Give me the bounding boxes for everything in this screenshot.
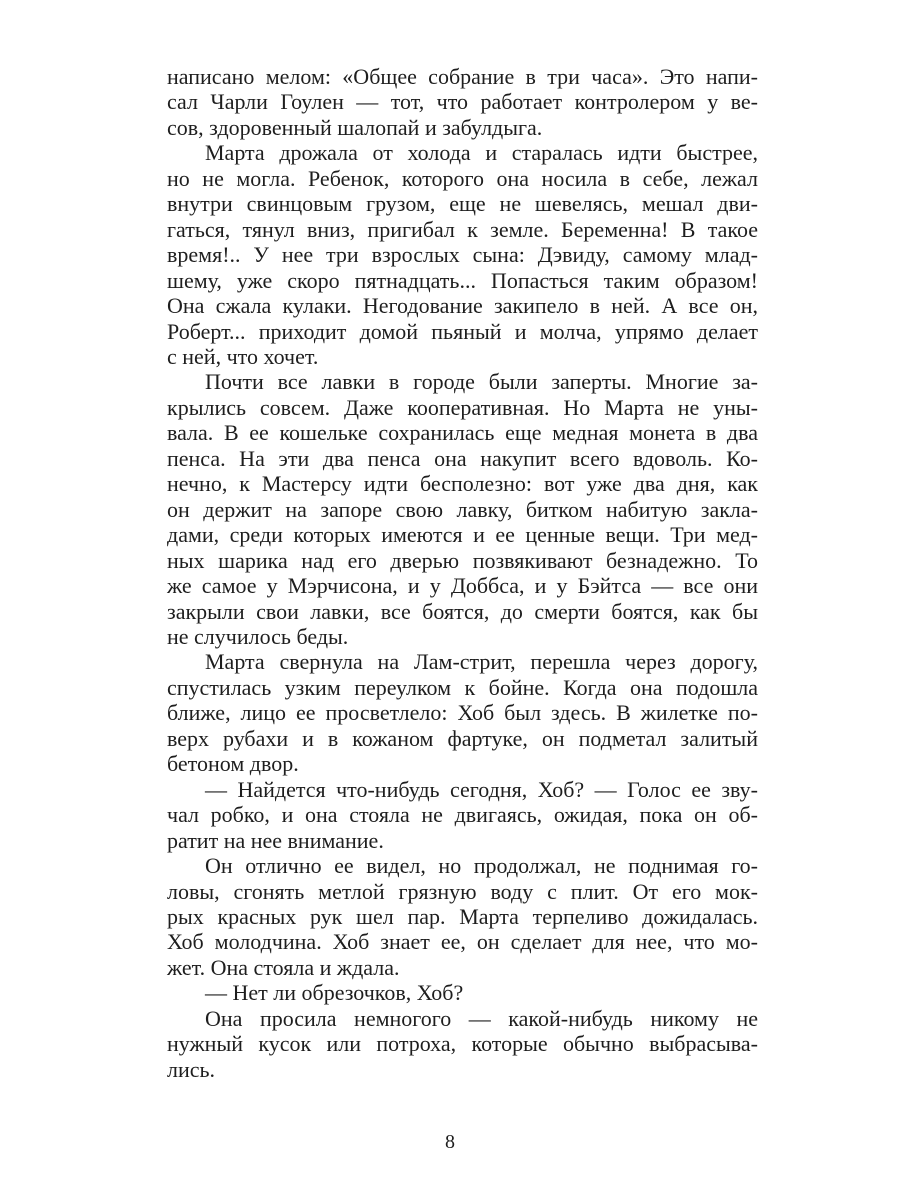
text-line: Марта свернула на Лам-стрит, перешла через дорогу, xyxy=(205,649,758,675)
text-line: Роберт... приходит домой пьяный и молча, упрямо делает xyxy=(167,318,758,344)
text-line: крылись совсем. Даже кооперативная. Но Марта не уны- xyxy=(167,394,758,420)
text-line: — Нет ли обрезочков, Хоб? xyxy=(205,980,464,1006)
text-line: нужный кусок или потроха, которые обычно выбрасыва- xyxy=(167,1031,758,1057)
text-line: лись. xyxy=(167,1056,216,1082)
text-line: Она сжала кулаки. Негодование закипело в ней. А все он, xyxy=(167,293,758,319)
text-line: чал робко, и она стояла не двигаясь, ожидая, пока он об- xyxy=(167,802,758,828)
text-line: но не могла. Ребенок, которого она носила в себе, лежал xyxy=(167,165,758,191)
text-line: шему, уже скоро пятнадцать... Попасться таким образом! xyxy=(167,267,758,293)
text-line: он держит на запоре свою лавку, битком набитую закла- xyxy=(167,496,758,522)
text-line: дами, среди которых имеются и ее ценные вещи. Три мед- xyxy=(167,522,758,548)
text-line: же самое у Мэрчисона, и у Доббса, и у Бэйтса — все они xyxy=(167,573,758,599)
paragraph xyxy=(167,980,758,1005)
text-line: ближе, лицо ее просветлело: Хоб был здесь. В жилетке по- xyxy=(167,700,758,726)
text-line: Она просила немногого — какой-нибудь никому не xyxy=(205,1005,758,1031)
text-line: сов, здоровенный шалопай и забулдыга. xyxy=(167,114,543,140)
text-line: Почти все лавки в городе были заперты. Многие за- xyxy=(205,369,758,395)
paragraph xyxy=(167,140,758,369)
paragraph xyxy=(167,649,758,776)
text-line: Хоб молодчина. Хоб знает ее, он сделает для нее, что мо- xyxy=(167,929,758,955)
text-line: жет. Она стояла и ждала. xyxy=(167,954,400,980)
text-line: Марта дрожала от холода и старалась идти быстрее, xyxy=(205,140,758,166)
text-line: пенса. На эти два пенса она накупит всего вдоволь. Ко- xyxy=(167,445,758,471)
text-line: Он отлично ее видел, но продолжал, не поднимая го- xyxy=(205,853,758,879)
text-line: — Найдется что-нибудь сегодня, Хоб? — Голос ее зву- xyxy=(205,776,758,802)
paragraph xyxy=(167,853,758,980)
text-line: рых красных рук шел пар. Марта терпеливо дожидалась. xyxy=(167,903,758,929)
text-line: с ней, что хочет. xyxy=(167,343,319,369)
text-line: ных шарика над его дверью позвякивают безнадежно. То xyxy=(167,547,758,573)
paragraph xyxy=(167,777,758,853)
text-line: не случилось беды. xyxy=(167,623,349,649)
text-line: написано мелом: «Общее собрание в три часа». Это напи- xyxy=(167,64,758,89)
text-line: закрыли свои лавки, все боятся, до смерти боятся, как бы xyxy=(167,598,758,624)
text-line: бетоном двор. xyxy=(167,751,299,777)
text-line: вала. В ее кошельке сохранилась еще медная монета в два xyxy=(167,420,758,446)
text-line: внутри свинцовым грузом, еще не шевелясь, мешал дви- xyxy=(167,191,758,217)
text-line: сал Чарли Гоулен — тот, что работает контролером у ве- xyxy=(167,89,758,115)
paragraph xyxy=(167,1006,758,1082)
text-line: время!.. У нее три взрослых сына: Дэвиду, самому млад- xyxy=(167,242,758,268)
paragraph xyxy=(167,64,758,140)
book-page-text xyxy=(167,64,758,1082)
paragraph xyxy=(167,369,758,649)
text-line: гаться, тянул вниз, пригибал к земле. Беременна! В такое xyxy=(167,216,758,242)
text-line: ратит на нее внимание. xyxy=(167,827,384,853)
text-line: нечно, к Мастерсу идти бесполезно: вот уже два дня, как xyxy=(167,471,758,497)
text-line: верх рубахи и в кожаном фартуке, он подметал залитый xyxy=(167,725,758,751)
text-line: ловы, сгонять метлой грязную воду с плит. От его мок- xyxy=(167,878,758,904)
page-number: 8 xyxy=(445,1131,455,1153)
text-line: спустилась узким переулком к бойне. Когда она подошла xyxy=(167,674,758,700)
